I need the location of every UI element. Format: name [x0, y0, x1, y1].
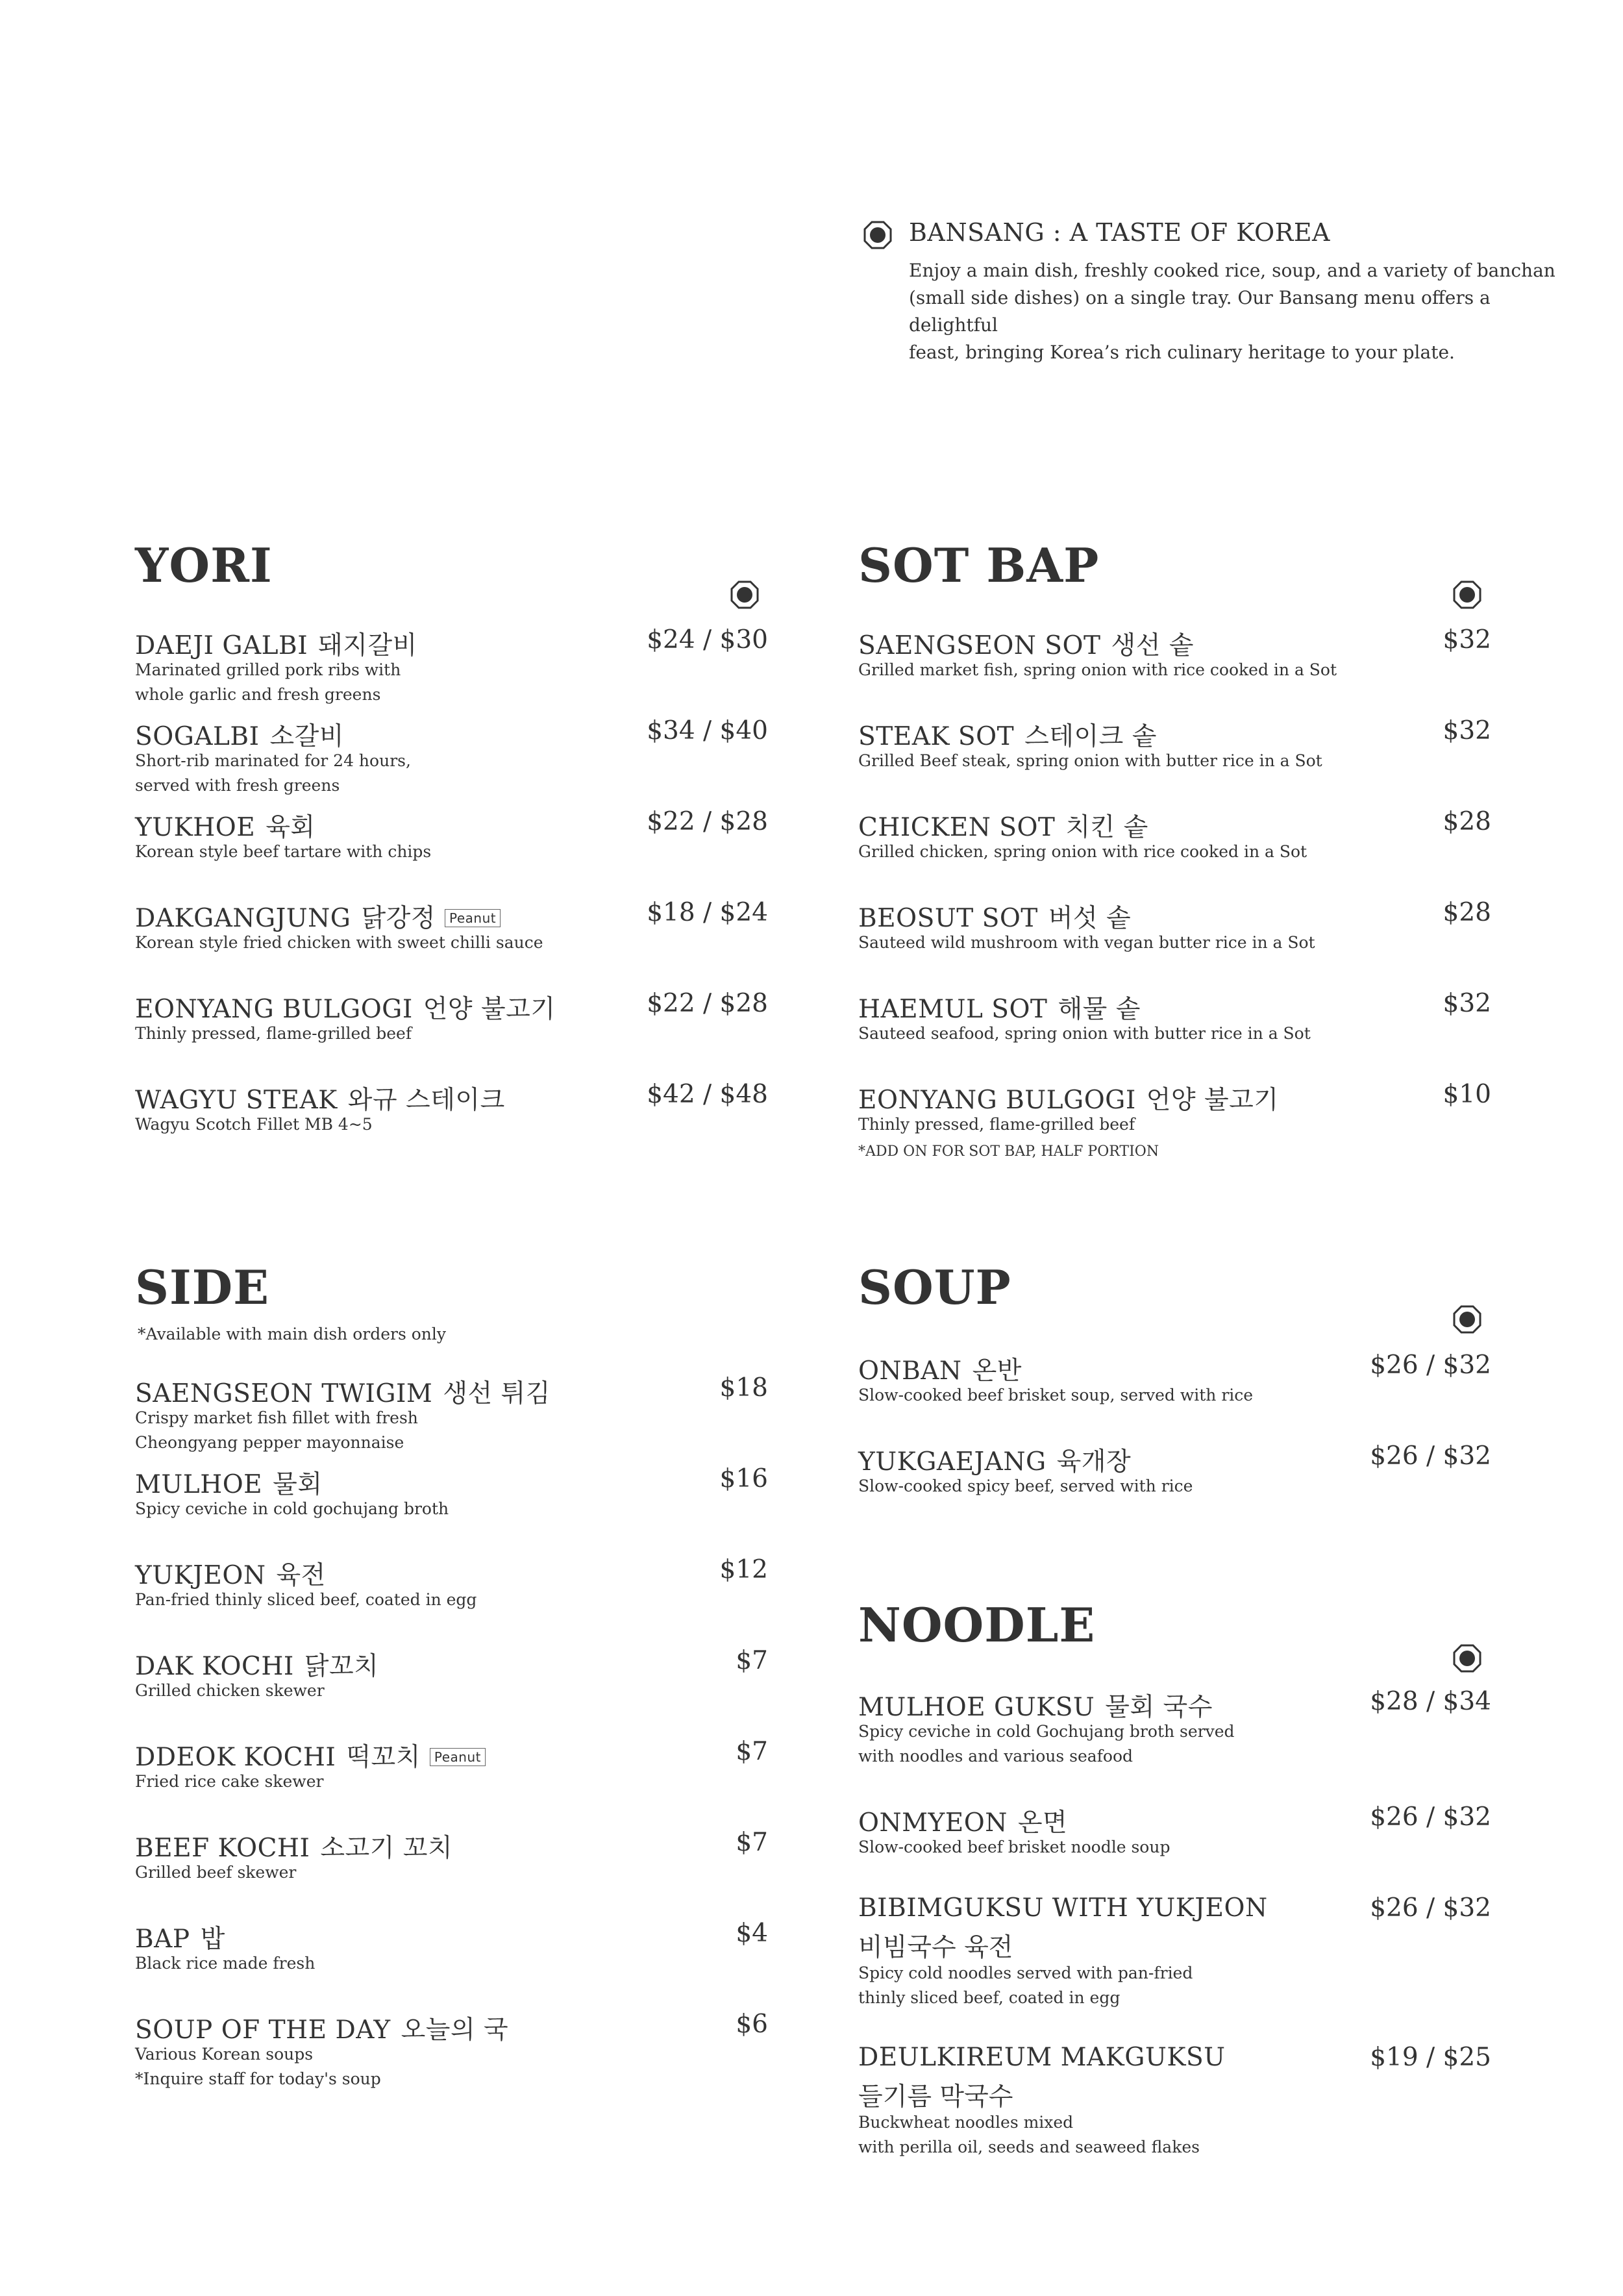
item-name-ko: 해물 솥	[1058, 995, 1141, 1024]
octagon-dot-icon	[1453, 1644, 1481, 1673]
item-name-ko: 육전	[276, 1561, 326, 1590]
item-name-en: ONBAN	[858, 1356, 962, 1386]
section-note: *Available with main dish orders only	[138, 1325, 447, 1343]
description-line: Short-rib marinated for 24 hours,	[135, 751, 411, 770]
item-price: $32	[1443, 989, 1491, 1018]
item-name-en: DAKGANGJUNG	[135, 904, 351, 933]
item-price: $16	[719, 1464, 768, 1493]
item-name-en: DDEOK KOCHI	[135, 1743, 336, 1772]
item-name-ko: 오늘의 국	[401, 2015, 509, 2045]
item-description	[858, 2110, 1200, 2160]
item-description	[135, 930, 543, 955]
description-line: Pan-fried thinly sliced beef, coated in egg	[135, 1590, 477, 1609]
section-title: SOT BAP	[858, 538, 1100, 593]
item-description	[135, 1497, 449, 1521]
item-name	[135, 807, 316, 843]
item-price: $42 / $48	[647, 1080, 768, 1109]
description-line: with perilla oil, seeds and seaweed flakes	[858, 2138, 1200, 2156]
item-description	[858, 749, 1322, 773]
item-description	[135, 840, 431, 864]
item-name-ko: 닭강정	[361, 904, 436, 933]
item-description	[135, 1112, 373, 1137]
description-line: Marinated grilled pork ribs with	[135, 660, 401, 679]
item-name-en: SOGALBI	[135, 722, 260, 751]
item-name-ko: 육회	[266, 813, 316, 842]
description-line: Cheongyang pepper mayonnaise	[135, 1433, 404, 1452]
item-price: $7	[736, 1828, 768, 1857]
item-name-ko: 와규 스테이크	[347, 1086, 505, 1115]
item-name-ko: 언양 불고기	[1146, 1086, 1279, 1115]
description-line: Buckwheat noodles mixed	[858, 2113, 1074, 2132]
description-line: Spicy ceviche in cold gochujang broth	[135, 1499, 449, 1518]
item-price: $18 / $24	[647, 898, 768, 927]
item-name-ko: 온반	[972, 1356, 1022, 1386]
octagon-dot-icon	[1453, 580, 1481, 609]
bansang-description: Enjoy a main dish, freshly cooked rice, soup, and a variety of banchan (small side dishes) on a single tray. Our Bansang menu offers a delightful feast, bringing Korea’s rich culinary heritage to your plate.	[909, 260, 1555, 363]
item-name-en: EONYANG BULGOGI	[858, 1086, 1136, 1115]
item-name-ko: 버섯 솥	[1048, 904, 1132, 933]
octagon-dot-icon	[730, 580, 759, 609]
item-name-en: CHICKEN SOT	[858, 813, 1056, 842]
description-line: Grilled chicken, spring onion with rice cooked in a Sot	[858, 842, 1307, 861]
item-description	[858, 840, 1307, 864]
item-name	[135, 2010, 508, 2046]
item-price: $4	[736, 1919, 768, 1948]
description-line: served with fresh greens	[135, 776, 340, 795]
description-line: Korean style fried chicken with sweet chilli sauce	[135, 933, 543, 952]
item-name-ko: 물회	[273, 1470, 323, 1499]
item-price: $7	[736, 1737, 768, 1766]
description-line: Black rice made fresh	[135, 1954, 316, 1973]
item-price: $28	[1443, 898, 1491, 927]
item-name	[858, 1441, 1131, 1478]
section-title: SOUP	[858, 1260, 1011, 1315]
item-price: $28	[1443, 807, 1491, 836]
item-name	[858, 2043, 1226, 2072]
item-name	[135, 1828, 452, 1864]
description-line: Fried rice cake skewer	[135, 1772, 324, 1791]
item-name-ko: 돼지갈비	[318, 631, 417, 660]
item-name-ko: 물회 국수	[1105, 1693, 1213, 1722]
item-price: $19 / $25	[1370, 2043, 1491, 2072]
description-line: Slow-cooked beef brisket soup, served with rice	[858, 1386, 1254, 1404]
item-name	[858, 1351, 1022, 1387]
item-description	[135, 1769, 323, 1794]
item-name	[858, 1893, 1268, 1923]
item-price: $34 / $40	[647, 716, 768, 745]
description-line: Crispy market fish fillet with fresh	[135, 1408, 418, 1427]
item-name-en: SAENGSEON SOT	[858, 631, 1101, 660]
item-price: $7	[736, 1646, 768, 1675]
item-name-ko: 생선 튀김	[443, 1379, 551, 1408]
description-line: Sauteed wild mushroom with vegan butter rice in a Sot	[858, 933, 1315, 952]
item-description	[135, 1406, 418, 1455]
item-name-ko: 생선 솥	[1111, 631, 1194, 660]
item-description	[858, 1474, 1193, 1499]
section-title: SIDE	[135, 1260, 269, 1315]
item-price: $18	[719, 1373, 768, 1403]
description-line: Spicy cold noodles served with pan-fried	[858, 1964, 1193, 1982]
item-price: $32	[1443, 716, 1491, 745]
description-line: Sauteed seafood, spring onion with butter rice in a Sot	[858, 1024, 1311, 1043]
item-name-en: SAENGSEON TWIGIM	[135, 1379, 433, 1408]
item-name-en: DAK KOCHI	[135, 1652, 294, 1681]
item-description	[858, 930, 1315, 955]
allergen-tag: Peanut	[445, 909, 501, 927]
item-name-ko: 들기름 막국수	[858, 2082, 1013, 2112]
item-description	[858, 1383, 1253, 1408]
item-description	[135, 2042, 381, 2091]
item-name-en: STEAK SOT	[858, 722, 1015, 751]
description-line: Spicy ceviche in cold Gochujang broth served	[858, 1722, 1235, 1741]
item-name-en: YUKGAEJANG	[858, 1447, 1047, 1477]
description-line: Grilled chicken skewer	[135, 1681, 325, 1700]
item-name	[858, 716, 1157, 753]
item-price: $6	[736, 2010, 768, 2039]
description-line: Wagyu Scotch Fillet MB 4~5	[135, 1115, 373, 1134]
item-name-ko: 소고기 꼬치	[320, 1834, 453, 1863]
item-description	[858, 658, 1337, 682]
item-name	[135, 989, 556, 1025]
description-line: *Inquire staff for today's soup	[135, 2069, 381, 2088]
item-name-en: SOUP OF THE DAY	[135, 2015, 391, 2045]
item-description	[135, 1860, 296, 1885]
item-name-ko: 육개장	[1056, 1447, 1132, 1477]
item-name-ko: 소갈비	[269, 722, 345, 751]
item-name	[135, 625, 417, 662]
item-name	[135, 1646, 378, 1682]
description-line: with noodles and various seafood	[858, 1747, 1134, 1766]
item-description	[135, 749, 411, 798]
section-title: YORI	[135, 538, 273, 593]
item-name-en: DAEJI GALBI	[135, 631, 308, 660]
item-price: $28 / $34	[1370, 1687, 1491, 1716]
item-name	[858, 1687, 1213, 1723]
item-name	[135, 1737, 486, 1773]
item-name-en: BAP	[135, 1925, 190, 1954]
item-price: $26 / $32	[1370, 1441, 1491, 1471]
description-line: Slow-cooked beef brisket noodle soup	[858, 1838, 1171, 1856]
item-price: $26 / $32	[1370, 1351, 1491, 1380]
item-name-en: ONMYEON	[858, 1808, 1008, 1838]
description-line: Thinly pressed, flame-grilled beef	[135, 1024, 412, 1043]
addon-note: *ADD ON FOR SOT BAP, HALF PORTION	[858, 1143, 1159, 1160]
item-price: $26 / $32	[1370, 1893, 1491, 1923]
item-name-ko: 스테이크 솥	[1024, 722, 1157, 751]
item-description	[135, 1951, 315, 1976]
item-name	[135, 898, 501, 934]
item-name-en: DEULKIREUM MAKGUKSU	[858, 2043, 1226, 2072]
item-name-en: HAEMUL SOT	[858, 995, 1048, 1024]
item-name	[858, 898, 1131, 934]
item-description	[858, 1112, 1135, 1137]
item-description	[858, 1961, 1193, 2010]
description-line: Various Korean soups	[135, 2045, 314, 2064]
item-name	[858, 625, 1194, 662]
item-description	[135, 1678, 325, 1703]
description-line: Grilled market fish, spring onion with rice cooked in a Sot	[858, 660, 1337, 679]
item-name-en: YUKJEON	[135, 1561, 266, 1590]
item-name-en: BEEF KOCHI	[135, 1834, 310, 1863]
description-line: thinly sliced beef, coated in egg	[858, 1988, 1121, 2007]
item-name-ko: 밥	[200, 1925, 225, 1954]
item-name	[858, 1080, 1279, 1116]
item-name	[135, 1080, 505, 1116]
item-description	[858, 1021, 1311, 1046]
octagon-dot-icon	[863, 221, 892, 249]
item-name-ko: 언양 불고기	[423, 995, 556, 1024]
item-price: $22 / $28	[647, 807, 768, 836]
item-name-ko: 치킨 솥	[1065, 813, 1148, 842]
item-name-en: YUKHOE	[135, 813, 256, 842]
item-price: $22 / $28	[647, 989, 768, 1018]
description-line: Slow-cooked spicy beef, served with rice	[858, 1477, 1193, 1495]
item-name-ko: 떡꼬치	[346, 1743, 421, 1772]
item-description	[135, 658, 401, 707]
item-name	[135, 1464, 323, 1501]
item-description	[858, 1719, 1235, 1769]
description-line: whole garlic and fresh greens	[135, 685, 381, 704]
item-price: $24 / $30	[647, 625, 768, 655]
item-name-en: BIBIMGUKSU WITH YUKJEON	[858, 1893, 1268, 1923]
item-name-en: MULHOE GUKSU	[858, 1693, 1095, 1722]
item-price: $26 / $32	[1370, 1803, 1491, 1832]
item-name	[858, 1803, 1067, 1839]
item-name-en: WAGYU STEAK	[135, 1086, 338, 1115]
item-name-en: EONYANG BULGOGI	[135, 995, 413, 1024]
item-name	[135, 716, 344, 753]
item-description	[858, 1835, 1170, 1860]
description-line: Grilled beef skewer	[135, 1863, 297, 1882]
item-name	[858, 989, 1141, 1025]
item-price: $10	[1443, 1080, 1491, 1109]
item-name	[135, 1555, 326, 1591]
section-title: NOODLE	[858, 1597, 1096, 1653]
item-name	[858, 807, 1148, 843]
item-name-ko: 비빔국수 육전	[858, 1933, 1013, 1962]
description-line: Thinly pressed, flame-grilled beef	[858, 1115, 1135, 1134]
item-name	[135, 1919, 225, 1955]
item-description	[135, 1021, 412, 1046]
bansang-title: BANSANG : A TASTE OF KOREA	[909, 218, 1330, 247]
item-name-ko: 닭꼬치	[304, 1652, 379, 1681]
description-line: Grilled Beef steak, spring onion with butter rice in a Sot	[858, 751, 1322, 770]
item-name-en: MULHOE	[135, 1470, 263, 1499]
item-name-ko: 온면	[1017, 1808, 1068, 1838]
octagon-dot-icon	[1453, 1305, 1481, 1334]
item-price: $12	[719, 1555, 768, 1584]
item-description	[135, 1588, 477, 1612]
item-name	[135, 1373, 551, 1410]
description-line: Korean style beef tartare with chips	[135, 842, 432, 861]
item-price: $32	[1443, 625, 1491, 655]
allergen-tag: Peanut	[430, 1748, 486, 1766]
item-name-en: BEOSUT SOT	[858, 904, 1038, 933]
